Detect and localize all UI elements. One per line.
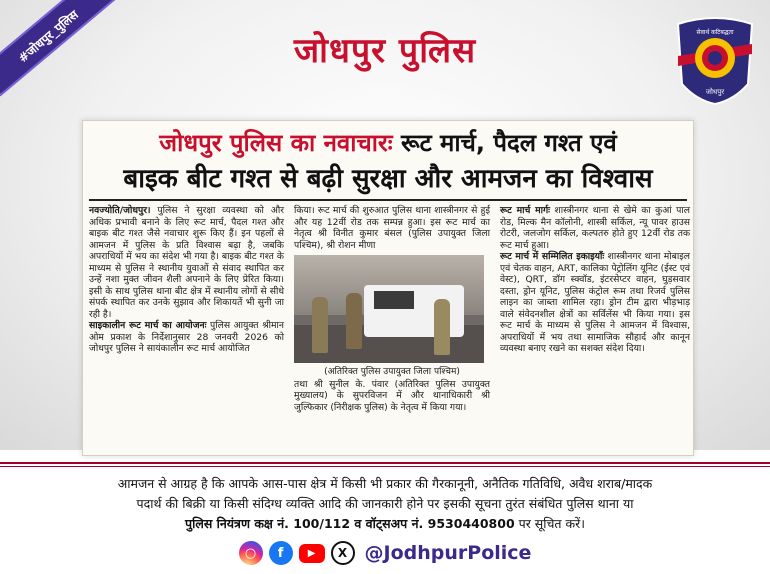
headline-red: जोधपुर पुलिस का नवाचारः <box>159 129 393 157</box>
article-text-4: तथा श्री सुनील के. पंवार (अतिरिक्त पुलिस उपायुक्त मुख्यालय) के सुपरविजन में और थानाधिकारी श्री जुल्फिकार (निरीक्षक पुलिस) के नेतृत्व में किया गया। <box>294 378 490 413</box>
news-headline <box>83 121 693 197</box>
hashtag-ribbon: #जोधपुर_पुलिस <box>0 0 115 96</box>
police-emblem-icon <box>674 14 756 106</box>
social-bar <box>0 538 770 568</box>
article-columns <box>83 205 693 455</box>
social-handle[interactable]: @JodhpurPolice <box>364 542 532 564</box>
article-column-2 <box>294 205 490 413</box>
article-text-5: शास्त्रीनगर थाना से खेमे का कुआं पाल रोड, मिल्क मैन कॉलोनी, शास्त्री सर्किल, न्यू पावर हाउस रोटरी, जलजोग सर्किल, कल्पतरु होते हुए 12वीं रोड तक रूट मार्च हुआ। <box>500 205 690 251</box>
dateline: नवज्योति/जोधपुर। <box>89 205 151 216</box>
article-column-1 <box>89 205 284 355</box>
headline-line2: बाइक बीट गश्त से बढ़ी सुरक्षा और आमजन का विश्वास <box>123 164 653 194</box>
emblem-text-bottom: जोधपुर <box>705 88 725 96</box>
subheading-units: रूट मार्च में सम्मिलित इकाइयाँः <box>500 251 605 262</box>
instagram-icon[interactable]: ○ <box>239 541 263 565</box>
appeal-line-3: पर सूचित करें। <box>514 516 585 531</box>
headline-rule <box>89 199 687 201</box>
public-appeal <box>18 474 752 534</box>
article-text-3: किया। रूट मार्च की शुरुआत पुलिस थाना शास्त्रीनगर से हुई और यह 12वीं रोड तक सम्पन्न हुआ। इस रूट मार्च का नेतृत्व श्री विनीत कुमार बंसल (पुलिस उपायुक्त जिला पश्चिम), श्री रोशन मीणा <box>294 205 490 251</box>
route-march-photo <box>294 255 484 363</box>
article-column-3 <box>500 205 690 355</box>
x-icon[interactable]: X <box>331 541 355 565</box>
facebook-icon[interactable]: f <box>269 541 293 565</box>
article-text-1: पुलिस ने सुरक्षा व्यवस्था को और अधिक प्रभावी बनाने के लिए रूट मार्च, पैदल गश्त और बाइक बीट गश्त जैसे नवाचार शुरू किए हैं। इन पहलों से आमजन में पुलिस के प्रति विश्वास बढ़ा है, जबकि अपराधियों में भय का संदेश भी गया है। बाइक बीट गश्त के माध्यम से पुलिस ने स्थानीय युवाओं से संवाद स्थापित कर उन्हें नशा मुक्त जीवन शैली अपनाने के लिए प्रेरित किया। इसी के साथ पुलिस थाना बीट क्षेत्र में स्थानीय लोगों से सीधे संपर्क स्थापित कर उनके सुझाव और शिकायतें भी सुनी जा रही है। <box>89 205 284 320</box>
appeal-line-1: आमजन से आग्रह है कि आपके आस-पास क्षेत्र में किसी भी प्रकार की गैरकानूनी, अनैतिक गतिविधि, अवैध शराब/मादक <box>117 476 653 491</box>
appeal-contact-numbers: पुलिस नियंत्रण कक्ष नं. 100/112 व वॉट्सअप नं. 9530440800 <box>185 516 515 531</box>
subheading-evening-march: साइकालीन रूट मार्च का आयोजनः <box>89 320 207 331</box>
appeal-line-2: पदार्थ की बिक्री या किसी संदिग्ध व्यक्ति आदि की जानकारी होने पर इसकी सूचना तुरंत संबंधित पुलिस थाना या <box>136 496 634 511</box>
subheading-route: रूट मार्च मार्गः <box>500 205 550 216</box>
headline-line1: रूट मार्च, पैदल गश्त एवं <box>392 129 617 157</box>
youtube-icon[interactable]: ▶ <box>299 544 325 563</box>
section-divider <box>0 462 770 467</box>
article-text-6: शास्त्रीनगर थाना मोबाइल एवं चेतक वाहन, ART, कालिका पेट्रोलिंग यूनिट (ईस्ट एवं वेस्ट), QRT, डॉग स्क्वॉड, इंटरसेप्टर वाहन, घुड़सवार दस्ता, ड्रोन यूनिट, पुलिस कंट्रोल रूम तथा रिजर्व पुलिस लाइन का जाब्ता शामिल रहा। ड्रोन टीम द्वारा भीड़भाड़ वाले संवेदनशील क्षेत्रों का सर्विलेंस भी किया गया। इस रूट मार्च के माध्यम से पुलिस ने आमजन में विश्वास, अपराधियों में भय तथा सामाजिक सौहार्द और कानून व्यवस्था बनाए रखने का सशक्त संदेश दिया। <box>500 251 691 354</box>
emblem-text-top: सेवार्थ कटिबद्धता <box>696 29 734 36</box>
site-title: जोधपुर पुलिस <box>293 31 477 71</box>
photo-caption: (अतिरिक्त पुलिस उपायुक्त जिला पश्चिम) <box>324 367 460 377</box>
article-text-2: पुलिस आयुक्त श्रीमान ओम प्रकाश के निर्देशानुसार 28 जनवरी 2026 को जोधपुर पुलिस ने सायंकालीन रूट मार्च आयोजित <box>89 320 284 354</box>
news-clipping <box>82 120 694 456</box>
